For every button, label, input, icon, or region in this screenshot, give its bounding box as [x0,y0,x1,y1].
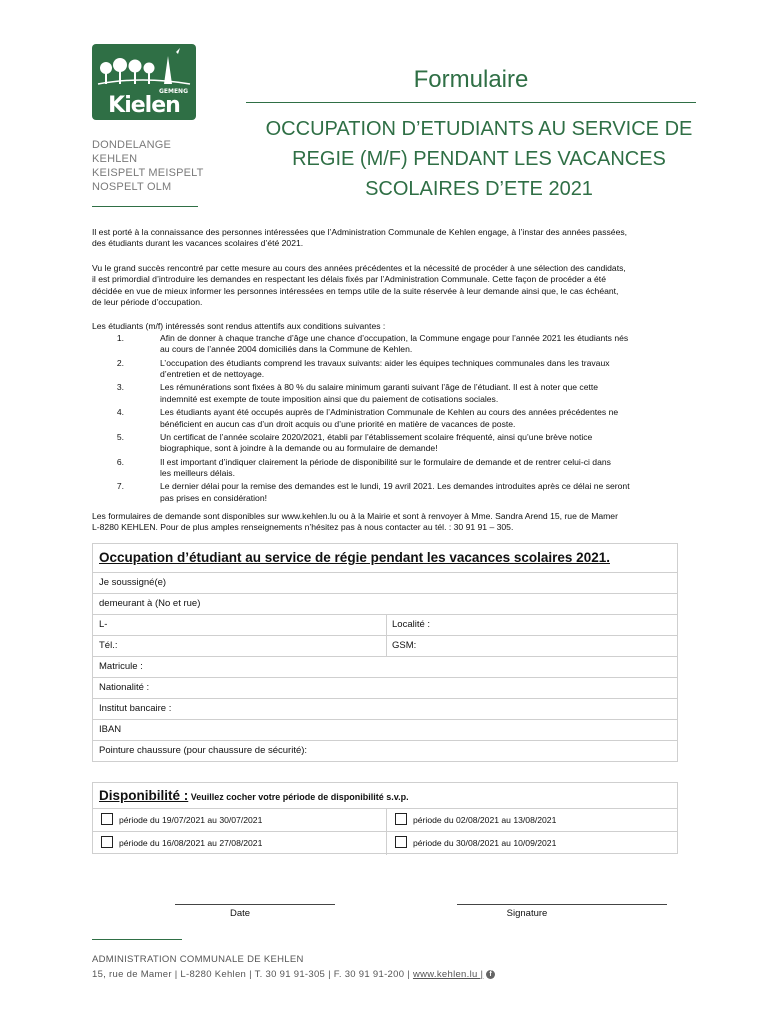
availability-form [92,782,678,854]
bank-field[interactable] [93,699,677,720]
period-label: période du 30/08/2021 au 10/09/2021 [413,838,557,848]
intro-paragraph-2 [92,263,682,309]
field-label: Nationalité : [99,682,150,693]
list-number: 1. [116,333,124,343]
text-line: au cours de l’année 2004 domiciliés dans la Commune de Kehlen. [160,344,413,355]
text-line: Les formulaires de demande sont disponibles sur www.kehlen.lu ou à la Mairie et sont à renvoyer à Mme. Sandra Arend 15, rue de Mamer [92,511,618,521]
field-label: Je soussigné(e) [99,577,167,588]
phone-row [93,636,677,657]
footer-address: 15, rue de Mamer | L-8280 Kehlen | T. 30 91 91-305 | F. 30 91 91-200 | [92,969,413,980]
checkbox[interactable] [395,813,407,825]
phone-field[interactable]: Tél.: [99,640,118,651]
period-label: période du 19/07/2021 au 30/07/2021 [119,815,263,825]
field-label: Pointure chaussure (pour chaussure de sécurité): [99,745,308,756]
availability-instructions: Veuillez cocher votre période de disponibilité s.v.p. [188,792,409,802]
text-line: L-8280 KEHLEN. Pour de plus amples renseignements n’hésitez pas à nous contacter au tél. : 30 91 91 – 305. [92,522,514,533]
text-line: il est primordial d’introduire les demandes en respectant les délais fixés par l’Administration Communale. Cette façon de procéder a été [92,274,606,285]
text-line: les meilleurs délais. [160,467,235,478]
list-item [92,333,692,356]
footer-contact [92,969,495,980]
gsm-field[interactable]: GSM: [386,636,416,656]
website-link[interactable]: www.kehlen.lu | [412,969,484,980]
commune-logo [92,44,196,120]
title-line: OCCUPATION D’ETUDIANTS AU SERVICE DE [265,118,693,140]
list-number: 5. [116,431,124,442]
period-option[interactable] [386,832,556,855]
text-line: d’entretien et de nettoyage. [160,369,265,380]
facebook-icon[interactable]: f [486,970,495,979]
page-title [246,114,712,204]
list-item [92,382,692,405]
title-line: REGIE (M/F) PENDANT LES VACANCES [292,148,666,170]
text-line: Afin de donner à chaque tranche d’âge une chance d’occupation, la Commune engage pour l’année 2021 les étudiants nés [160,333,629,343]
availability-row [93,832,677,855]
period-option[interactable] [93,832,262,855]
period-option[interactable] [93,809,262,831]
form-label: Formulaire [413,66,529,93]
text-line: de leur période d’occupation. [92,297,203,308]
village-name: KEISPELT MEISPELT [92,167,204,179]
shoe-size-field[interactable] [93,741,677,762]
village-list [92,138,204,194]
footer-org: ADMINISTRATION COMMUNALE DE KEHLEN [92,954,304,965]
matricule-field[interactable] [93,657,677,678]
postal-locality-row [93,615,677,636]
nationality-field[interactable] [93,678,677,699]
period-label: période du 02/08/2021 au 13/08/2021 [413,815,557,825]
field-label: Institut bancaire : [99,703,172,714]
list-number: 2. [116,357,124,368]
text-line: pas prises en considération! [160,492,268,503]
checkbox[interactable] [101,836,113,848]
outro-paragraph [92,511,682,534]
text-line: Les rémunérations sont fixées à 80 % du salaire minimum garanti suivant l’âge de l’étudiant. Il est à noter que cette [160,382,599,393]
field-label: Matricule : [99,661,143,672]
intro-paragraph-3 [92,321,682,332]
list-item [92,457,692,480]
title-divider [246,102,696,103]
form-heading [93,544,677,573]
text-line: Il est porté à la connaissance des personnes intéressées que l’Administration Communale de Kehlen engage, à l’instar des années passées, [92,227,628,237]
list-item [92,358,692,381]
title-line: SCOLAIRES D’ETE 2021 [365,178,593,200]
village-name: NOSPELT OLM [92,181,172,193]
date-label: Date [229,908,251,919]
text-line: Il est important d’indiquer clairement la période de disponibilité sur le formulaire de demande et de rentrer celui-ci dans [160,456,611,467]
field-label: IBAN [99,724,122,735]
signature-label: Signature [506,908,548,919]
iban-field[interactable] [93,720,677,741]
text-line: Un certificat de l’année scolaire 2020/2021, établi par l’établissement scolaire fréquenté, ainsi qu’une brève notice [160,431,593,442]
availability-title: Disponibilité : [99,788,189,803]
name-field[interactable] [93,573,677,594]
period-option[interactable] [386,809,556,831]
text-line: des étudiants durant les vacances scolaires d’été 2021. [92,238,304,249]
list-item [92,481,692,504]
checkbox[interactable] [395,836,407,848]
text-line: biographique, sont à joindre à la demande ou au formulaire de demande! [160,443,438,454]
list-number: 7. [116,481,124,492]
list-item [92,407,692,430]
text-line: indemnité est exempte de toute imposition ainsi que du paiement de cotisations sociales. [160,393,499,404]
list-number: 4. [116,407,124,418]
period-label: période du 16/08/2021 au 27/08/2021 [119,838,263,848]
text-line: Le dernier délai pour la remise des demandes est le lundi, 19 avril 2021. Les demandes introduites après ce délai ne seront [160,481,630,492]
form-heading-text: Occupation d’étudiant au service de régie pendant les vacances scolaires 2021. [99,550,610,565]
checkbox[interactable] [101,813,113,825]
list-item [92,432,692,455]
date-line[interactable] [175,904,335,905]
logo-divider [92,206,198,207]
text-line: décidée en vue de mieux informer les personnes intéressées en temps utile de la suite réservée à leur demande ainsi que, le cas échéant, [92,285,619,296]
signature-line[interactable] [457,904,667,905]
application-form [92,543,678,762]
text-line: Vu le grand succès rencontré par cette mesure au cours des années précédentes et la nécessité de procéder à une sélection des candidats, [92,263,626,273]
text-line: Les étudiants (m/f) intéressés sont rendus attentifs aux conditions suivantes : [92,321,386,331]
intro-paragraph-1 [92,227,682,250]
availability-row [93,809,677,832]
village-name: KEHLEN [92,153,138,165]
village-name: DONDELANGE [92,139,172,151]
list-number: 6. [116,456,124,467]
footer-divider [92,939,182,940]
logo-small-text: GEMENG [158,88,188,95]
field-label: demeurant à (No et rue) [99,598,201,609]
list-number: 3. [116,382,124,393]
postal-code-field[interactable]: L- [99,619,108,630]
address-field[interactable] [93,594,677,615]
text-line: L’occupation des étudiants comprend les travaux suivants: aider les équipes techniques communales dans les travaux [160,357,610,368]
locality-field[interactable]: Localité : [386,615,430,635]
conditions-list [92,333,692,506]
availability-heading [93,783,677,809]
text-line: bénéficient en aucun cas d’un droit acquis ou d’une priorité en matière de vacances de poste. [160,418,516,429]
text-line: Les étudiants ayant été occupés auprès de l’Administration Communale de Kehlen au cours des années précédentes ne [160,407,619,418]
logo-wordmark: Kielen [108,93,180,118]
